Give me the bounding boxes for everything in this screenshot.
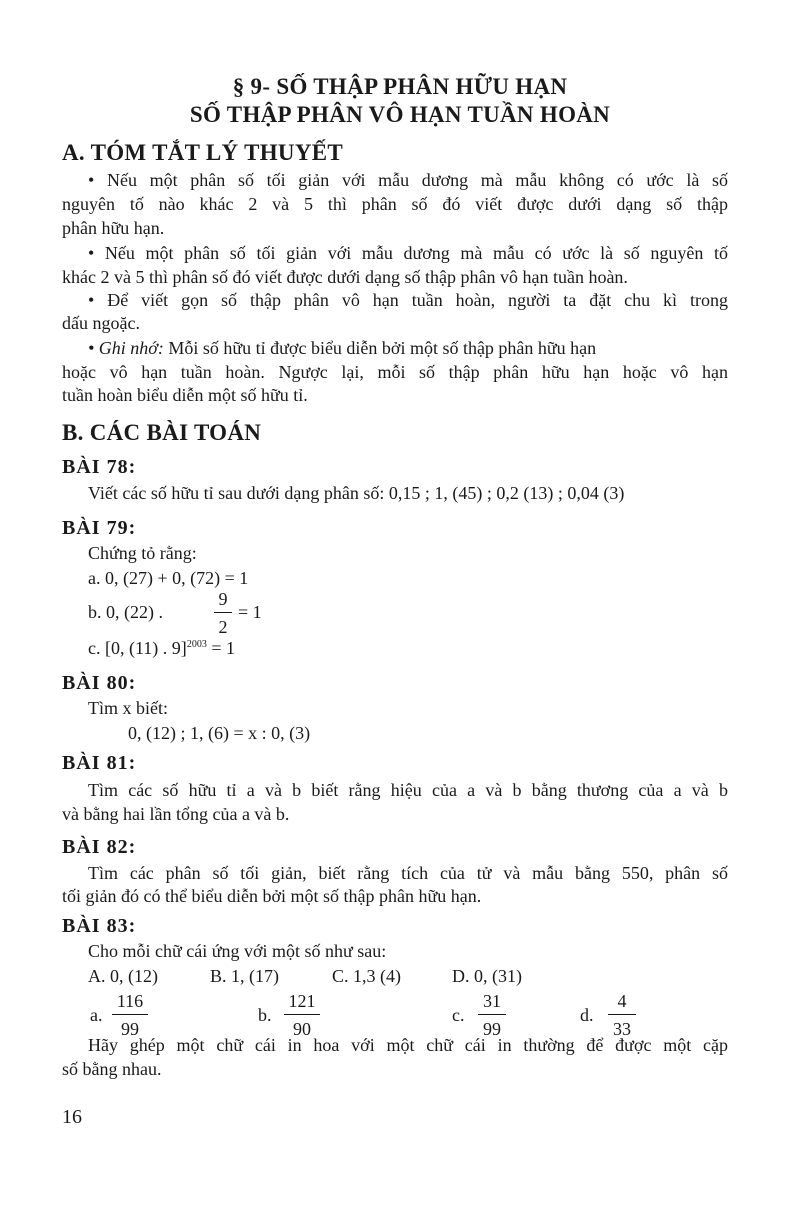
bai-79-b-left: b. 0, (22) . [88,602,163,622]
bai-79-c-left: c. [0, (11) . 9] [88,638,187,658]
fraction-numerator: 4 [617,991,627,1011]
theory-line: • Nếu một phân số tối giản với mẫu dương mà mẫu có ước là số nguyên tố [88,243,728,263]
bai-83-label-c: c. [452,1005,465,1025]
bai-83-intro: Cho mỗi chữ cái ứng với một số như sau: [88,941,387,961]
bai-83-label-d: d. [580,1005,594,1025]
bai-83-fraction-b [284,990,320,1040]
chapter-title-line-2: SỐ THẬP PHÂN VÔ HẠN TUẦN HOÀN [189,102,611,127]
fraction-denominator: 90 [293,1019,311,1039]
fraction-bar [214,612,232,613]
bai-83-label-a: a. [90,1005,103,1025]
theory-line: • Nếu một phân số tối giản với mẫu dương mà mẫu không có ước là số [88,170,728,190]
fraction-denominator: 99 [121,1019,139,1039]
theory-line: dấu ngoặc. [62,313,140,333]
chapter-title-line-1: § 9- SỐ THẬP PHÂN HỮU HẠN [232,74,568,99]
bai-83-fraction-d [608,990,636,1040]
bai-79-c [88,638,235,659]
bai-81-line: Tìm các số hữu tỉ a và b biết rằng hiệu của a và b bằng thương của a và b [88,780,728,800]
bai-83-label-b: b. [258,1005,272,1025]
bai-83-outro-line: số bằng nhau. [62,1059,162,1079]
theory-line: phân hữu hạn. [62,218,165,238]
bai-78-title: BÀI 78: [62,456,137,478]
bai-83-option-D: D. 0, (31) [452,966,522,986]
bai-79-b-right: = 1 [238,602,262,622]
fraction-bar [112,1014,148,1015]
section-b-heading: B. CÁC BÀI TOÁN [62,420,262,445]
bai-83-fraction-a [112,990,148,1040]
bai-79-c-right: = 1 [206,638,235,658]
page-number: 16 [62,1106,82,1128]
fraction-bar [608,1014,636,1015]
bai-81-line: và bằng hai lần tổng của a và b. [62,804,290,824]
fraction-numerator: 9 [218,589,228,609]
note-line: tuần hoàn biểu diễn một số hữu tỉ. [62,385,308,405]
bai-80-title: BÀI 80: [62,672,137,694]
theory-line: • Để viết gọn số thập phân vô hạn tuần hoàn, người ta đặt chu kì trong [88,290,728,310]
bai-83-option-A: A. 0, (12) [88,966,158,986]
bai-80-intro: Tìm x biết: [88,698,168,718]
bai-82-title: BÀI 82: [62,836,137,858]
bai-83-option-C: C. 1,3 (4) [332,966,401,986]
bai-79-b-fraction [214,588,232,638]
bai-80-equation: 0, (12) ; 1, (6) = x : 0, (3) [128,723,311,743]
note-line: hoặc vô hạn tuần hoàn. Ngược lại, mỗi số thập phân hữu hạn hoặc vô hạn [62,362,728,382]
bai-79-intro: Chứng tỏ rằng: [88,543,197,563]
theory-line: khác 2 và 5 thì phân số đó viết được dưới dạng số thập phân vô hạn tuần hoàn. [62,267,628,287]
fraction-denominator: 33 [613,1019,631,1039]
bai-79-c-exponent: 2003 [186,639,207,650]
note-text: Mỗi số hữu tỉ được biểu diễn bởi một số thập phân hữu hạn [163,338,597,358]
bai-82-line: tối giản đó có thể biểu diễn bởi một số thập phân hữu hạn. [62,886,482,906]
note-line [88,338,728,359]
bai-79-title: BÀI 79: [62,517,137,539]
theory-line: nguyên tố nào khác 2 và 5 thì phân số đó viết được dưới dạng số thập [62,194,728,214]
section-a-heading: A. TÓM TẮT LÝ THUYẾT [62,140,344,165]
fraction-numerator: 121 [288,991,316,1011]
bai-79-a: a. 0, (27) + 0, (72) = 1 [88,568,249,588]
bai-82-line: Tìm các phân số tối giản, biết rằng tích của tử và mẫu bằng 550, phân số [88,863,728,883]
fraction-denominator: 99 [483,1019,501,1039]
bai-83-option-B: B. 1, (17) [210,966,279,986]
fraction-bar [284,1014,320,1015]
fraction-denominator: 2 [218,617,228,637]
bai-81-title: BÀI 81: [62,752,137,774]
bai-78-text: Viết các số hữu tỉ sau dưới dạng phân số: 0,15 ; 1, (45) ; 0,2 (13) ; 0,04 (3) [88,483,625,503]
fraction-numerator: 116 [116,991,144,1011]
bai-83-outro-line: Hãy ghép một chữ cái in hoa với một chữ cái in thường để được một cặp [88,1035,728,1055]
fraction-bar [478,1014,506,1015]
fraction-numerator: 31 [483,991,501,1011]
note-label: • Ghi nhớ: [88,338,164,358]
bai-83-title: BÀI 83: [62,915,137,937]
bai-83-fraction-c [478,990,506,1040]
